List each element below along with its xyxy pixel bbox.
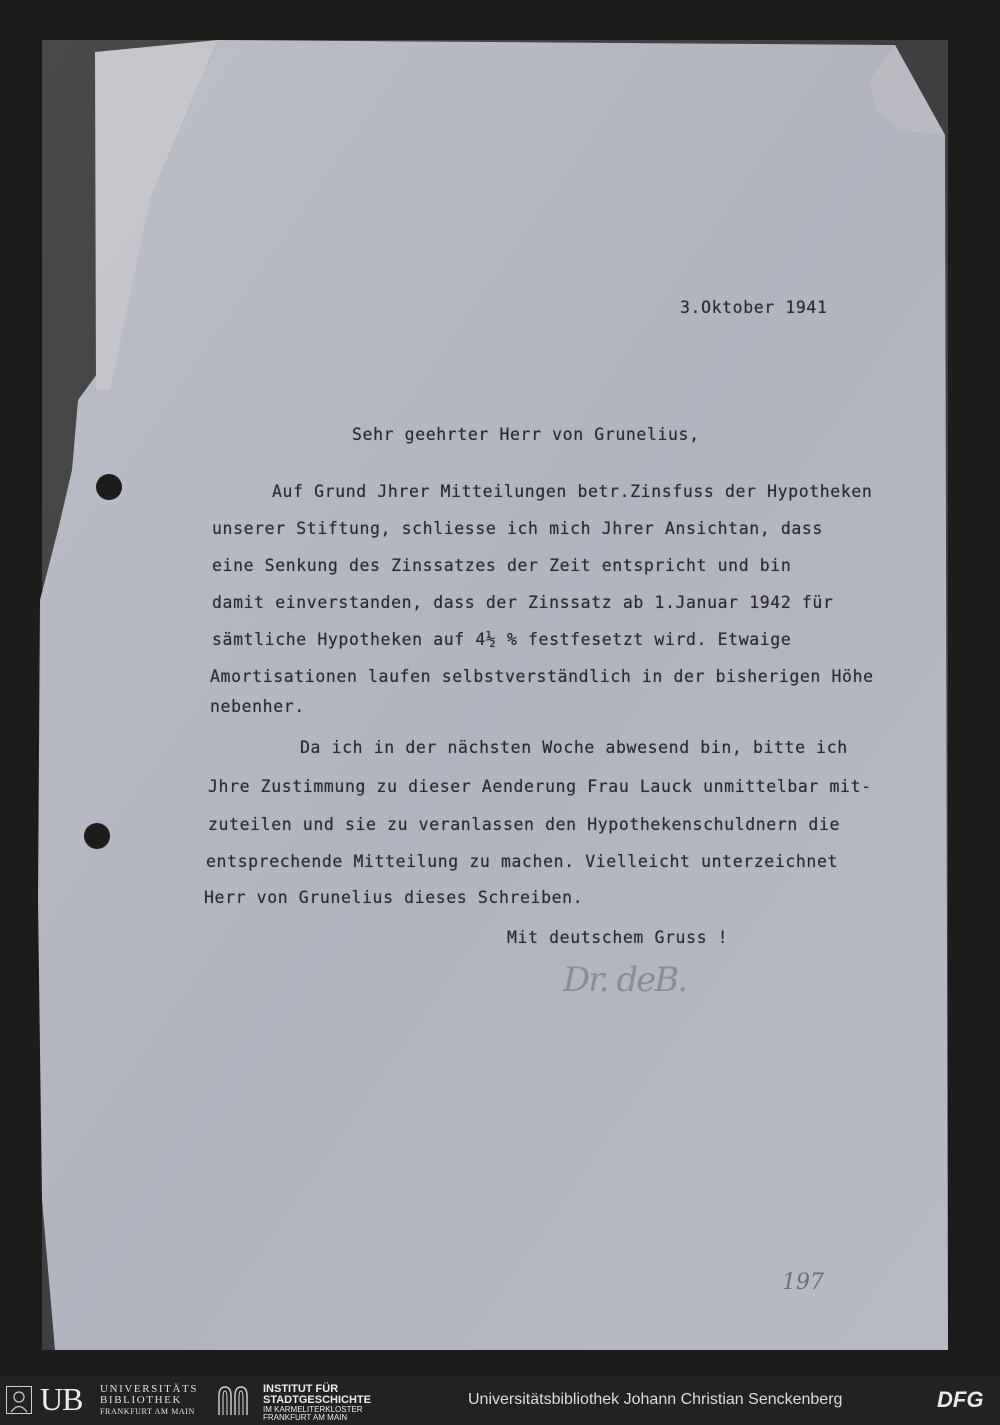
body-line: zuteilen und sie zu veranlassen den Hypothekenschuldnern die <box>208 815 841 834</box>
body-line: nebenher. <box>210 697 305 716</box>
punch-hole-bottom <box>84 823 110 849</box>
body-line: Auf Grund Jhrer Mitteilungen betr.Zinsfuss der Hypotheken <box>272 482 873 501</box>
body-line: unserer Stiftung, schliesse ich mich Jhrer Ansichtan, dass <box>212 519 823 538</box>
letter-date: 3.Oktober 1941 <box>680 298 828 317</box>
body-line: entsprechende Mitteilung zu machen. Vielleicht unterzeichnet <box>206 852 839 871</box>
institute-arches-icon <box>216 1384 250 1416</box>
ub-logo-letters: UB <box>40 1381 83 1417</box>
body-line: Jhre Zustimmung zu dieser Aenderung Frau Lauck unmittelbar mit- <box>208 777 872 796</box>
ub-portrait-logo-icon <box>6 1386 32 1414</box>
institute-name <box>263 1384 371 1422</box>
body-line: damit einverstanden, dass der Zinssatz ab 1.Januar 1942 für <box>212 593 834 612</box>
dfg-logo: DFG <box>937 1387 984 1412</box>
body-line: Amortisationen laufen selbstverständlich in der bisherigen Höhe <box>210 667 874 686</box>
inst-line-4: FRANKFURT AM MAIN <box>263 1413 348 1422</box>
letter-salutation: Sehr geehrter Herr von Grunelius, <box>352 425 700 444</box>
punch-hole-top <box>96 474 122 500</box>
library-name: Universitätsbibliothek Johann Christian Senckenberg <box>468 1391 843 1408</box>
ub-name <box>100 1384 198 1417</box>
inst-line-3: IM KARMELITERKLOSTER <box>263 1405 363 1414</box>
inst-line-1: INSTITUT FÜR <box>263 1383 339 1395</box>
ub-line-3: FRANKFURT AM MAIN <box>100 1407 195 1416</box>
inst-line-2: STADTGESCHICHTE <box>263 1394 371 1406</box>
body-line: sämtliche Hypotheken auf 4½ % festfesetzt wird. Etwaige <box>212 630 792 649</box>
folio-number: 197 <box>782 1270 824 1295</box>
letter-closing: Mit deutschem Gruss ! <box>507 928 729 947</box>
ub-line-1: UNIVERSITÄTS <box>100 1383 199 1395</box>
ub-line-2: BIBLIOTHEK <box>100 1394 182 1406</box>
footer-bar <box>0 1375 1000 1425</box>
body-line: Da ich in der nächsten Woche abwesend bin, bitte ich <box>300 738 848 757</box>
body-line: eine Senkung des Zinssatzes der Zeit entspricht und bin <box>212 556 792 575</box>
body-line: Herr von Grunelius dieses Schreiben. <box>204 888 584 907</box>
handwritten-initials: Dr. deB. <box>563 960 687 1000</box>
